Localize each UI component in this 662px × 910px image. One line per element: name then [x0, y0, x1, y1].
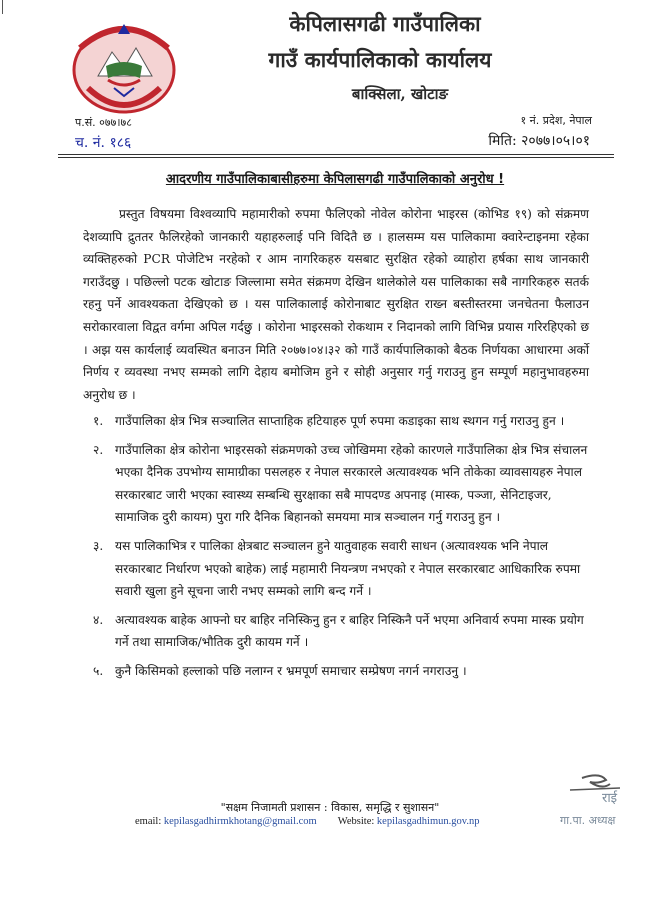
list-item: [83, 439, 589, 529]
list-item-text: कुनै किसिमको हल्लाको पछि नलाग्न र भ्रमपूर्ण समाचार सम्प्रेषण नगर्न नगराउनु ।: [115, 663, 467, 678]
nepal-government-emblem-icon: [68, 18, 180, 116]
list-item-number: ३.: [93, 538, 104, 553]
letter-subject: आदरणीय गाउँपालिकाबासीहरुमा केपिलासगढी गाउँपालिकाको अनुरोध !: [165, 172, 505, 187]
website-link[interactable]: kepilasgadhimun.gov.np: [376, 816, 480, 827]
list-item: [83, 609, 589, 654]
footer-motto: "सक्षम निजामती प्रशासन : विकास, समृद्धि र सुशासन": [220, 801, 440, 814]
footer-contact: [135, 816, 479, 827]
office-name-line2: गाउँ कार्यपालिकाको कार्यालय: [268, 47, 492, 72]
signatory-name: राई: [602, 791, 618, 806]
directive-list: [83, 410, 589, 689]
body-paragraph: प्रस्तुत विषयमा विश्वव्यापि महामारीको रुपमा फैलिएको नोवेल कोरोना भाइरस (कोभिड १९) को संक्रमण देशव्यापि द्रुततर फैलिरहेको जानकारी यहाहरुलाई पनि विदितै छ । हालसम्म यस पालिकामा क्वारेन्टाइनमा रहेका व्यक्तिहरुको PCR पोजेटिभ नरहेको र आम नागरिकहरु यसबाट सुरक्षित रहेको व्याहोरा हर्षका साथ जानकारी गराउँदछु । पछिल्लो पटक खोटाङ जिल्लामा समेत संक्रमण देखिन थालेकोले यस पालिकाका सबै नागरिकहरु सतर्क रहनु पर्ने आवश्यकता देखिएको छ । यस पालिकालाई कोरोनाबाट सुरक्षित राख्न बस्तीस्तरमा जनचेतना फैलाउन सरोकारवाला विद्वत वर्गमा अपिल गर्दछु । कोरोना भाइरसको रोकथाम र निदानको लागि विभिन्न प्रयास गरिरहिएको छ । अझ यस कार्यलाई व्यवस्थित बनाउन मिति २०७७।०४।३२ को गाउँ कार्यपालिकाको बैठक निर्णयका आधारमा अर्को निर्णय र व्यवस्था नभए सम्मको लागि देहाय बमोजिम हुने र सोही अनुसार गर्नु गराउनु हुन सम्पूर्ण महानुभावहरुमा अनुरोध छ ।: [83, 207, 589, 402]
list-item-number: २.: [93, 442, 104, 457]
list-item-text: यस पालिकाभित्र र पालिका क्षेत्रबाट सञ्चालन हुने यातुवाहक सवारी साधन (अत्यावश्यक भनि नेपाल सरकारबाट निर्धारण भएको बाहेक) लाई महामारी नियन्त्रण नभएको र नेपाल सरकारबाट आधिकारिक रुपमा सवारी खुला हुने सूचना जारी नभए सम्मको लागि बन्द गर्ने ।: [115, 538, 581, 599]
list-item: [83, 660, 589, 683]
letter-ref-number: प.सं. ०७७।७८: [75, 116, 132, 129]
header-divider: [58, 154, 614, 155]
list-item-text: गाउँपालिका क्षेत्र कोरोना भाइरसको संक्रमणको उच्च जोखिममा रहेको कारणले गाउँपालिका क्षेत्र भित्र संचालन भएका दैनिक उपभोग्य सामाग्रीका पसलहरु र नेपाल सरकारले अत्यावश्यक भनि तोकेका व्यावसायहरु नेपाल सरकारबाट जारी भएका स्वास्थ्य सम्बन्धि सुरक्षाका सबै मापदण्ड अपनाइ (मास्क, पञ्जा, सेनिटाइजर, सामाजिक दुरी कायम) पुरा गरि दैनिक बिहानको समयमा मात्र सञ्चालन गर्नु गराउनु हुन ।: [115, 442, 588, 525]
signature-stamp: [540, 770, 640, 836]
website-label: Website:: [337, 816, 375, 827]
province-label: १ नं. प्रदेश, नेपाल: [520, 114, 592, 127]
scan-edge-mark: [2, 0, 3, 14]
dispatch-number: च. नं. १८६: [75, 135, 132, 151]
list-item: [83, 410, 589, 433]
email-link[interactable]: kepilasgadhirmkhotang@gmail.com: [163, 816, 317, 827]
list-item-number: १.: [93, 414, 104, 428]
email-label: email:: [135, 816, 162, 827]
list-item-text: गाउँपालिका क्षेत्र भित्र सञ्चालित साप्ताहिक हटियाहरु पूर्ण रुपमा कडाइका साथ स्थगन गर्नु गराउनु हुन ।: [115, 414, 565, 428]
list-item-number: ५.: [93, 663, 104, 678]
header-divider-thin: [58, 157, 614, 158]
signatory-designation: गा.पा. अध्यक्ष: [560, 814, 616, 827]
list-item: [83, 535, 589, 603]
office-name-line1: केपिलासगढी गाउँपालिका: [289, 11, 481, 36]
letter-date: मिति: २०७७।०५।०१: [488, 133, 590, 149]
list-item-text: अत्यावश्यक बाहेक आफ्नो घर बाहिर ननिस्किनु हुन र बाहिर निस्किनै पर्ने भएमा अनिवार्य रुपमा मास्क प्रयोग गर्ने तथा सामाजिक/भौतिक दुरी कायम गर्ने ।: [115, 612, 584, 650]
office-address: बाक्सिला, खोटाङ: [351, 85, 449, 103]
list-item-number: ४.: [93, 612, 104, 627]
